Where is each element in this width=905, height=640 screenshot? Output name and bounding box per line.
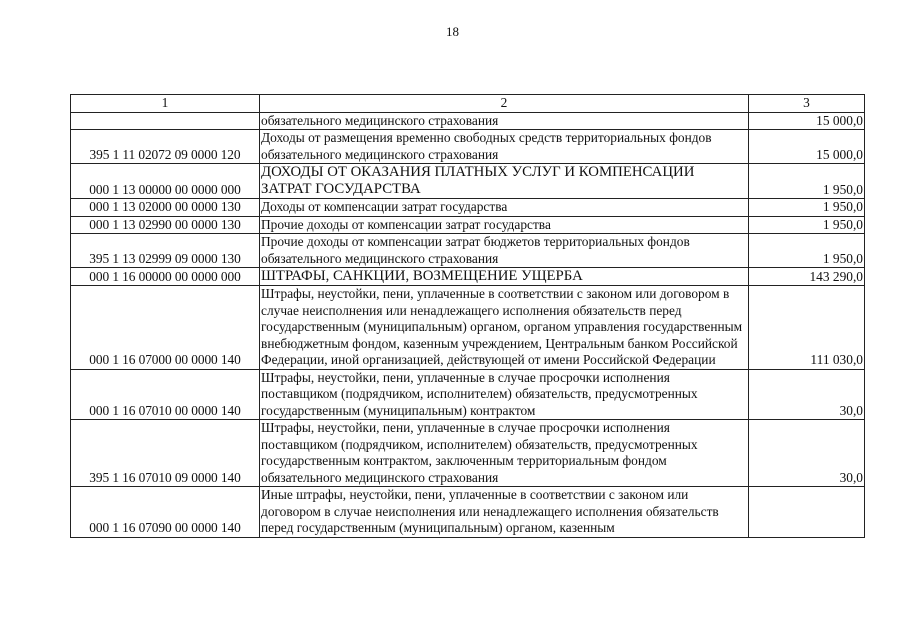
table-row: [71, 420, 865, 487]
row-amount: 1 950,0: [749, 164, 865, 199]
row-amount: 111 030,0: [749, 286, 865, 370]
row-code: 000 1 16 00000 00 0000 000: [71, 268, 260, 286]
header-row: [71, 95, 865, 113]
row-name: Штрафы, неустойки, пени, уплаченные в случае просрочки исполнения поставщиком (подрядчиком, исполнителем) обязательств, предусмотренных государственным (муниципальным) контрактом: [260, 369, 749, 420]
header-col-1: 1: [71, 95, 260, 113]
table-row: [71, 487, 865, 538]
row-name: ДОХОДЫ ОТ ОКАЗАНИЯ ПЛАТНЫХ УСЛУГ И КОМПЕНСАЦИИ ЗАТРАТ ГОСУДАРСТВА: [260, 164, 749, 199]
row-name: Штрафы, неустойки, пени, уплаченные в случае просрочки исполнения поставщиком (подрядчиком, исполнителем) обязательств, предусмотренных государственным контрактом, заключенным территориальным фондом обязательного медицинского страхования: [260, 420, 749, 487]
row-amount: [749, 487, 865, 538]
table-row: [71, 286, 865, 370]
table-row: [71, 112, 865, 130]
row-amount: 143 290,0: [749, 268, 865, 286]
row-amount: 1 950,0: [749, 234, 865, 268]
row-name: Доходы от размещения временно свободных средств территориальных фондов обязательного медицинского страхования: [260, 130, 749, 164]
row-name: Прочие доходы от компенсации затрат бюджетов территориальных фондов обязательного медицинского страхования: [260, 234, 749, 268]
row-amount: 1 950,0: [749, 216, 865, 234]
revenue-table: [70, 94, 865, 538]
row-code: 395 1 11 02072 09 0000 120: [71, 130, 260, 164]
row-code: 000 1 13 00000 00 0000 000: [71, 164, 260, 199]
header-col-2: 2: [260, 95, 749, 113]
row-code: 395 1 13 02999 09 0000 130: [71, 234, 260, 268]
row-name: Прочие доходы от компенсации затрат государства: [260, 216, 749, 234]
page-number: 18: [446, 24, 459, 39]
row-amount: 15 000,0: [749, 130, 865, 164]
table-row: [71, 268, 865, 286]
row-code: 000 1 13 02000 00 0000 130: [71, 199, 260, 217]
row-amount: 30,0: [749, 420, 865, 487]
table-row: [71, 199, 865, 217]
row-code: 000 1 16 07000 00 0000 140: [71, 286, 260, 370]
row-code: 000 1 13 02990 00 0000 130: [71, 216, 260, 234]
row-amount: 1 950,0: [749, 199, 865, 217]
table-row: [71, 369, 865, 420]
table-row: [71, 130, 865, 164]
row-amount: 30,0: [749, 369, 865, 420]
row-name: Иные штрафы, неустойки, пени, уплаченные в соответствии с законом или договором в случае неисполнения или ненадлежащего исполнения обязательств перед государственным (муниципальным) органом, казенным: [260, 487, 749, 538]
row-code: 395 1 16 07010 09 0000 140: [71, 420, 260, 487]
table-row: [71, 216, 865, 234]
table-row: [71, 234, 865, 268]
row-code: [71, 112, 260, 130]
header-col-3: 3: [749, 95, 865, 113]
row-name: обязательного медицинского страхования: [260, 112, 749, 130]
row-name: ШТРАФЫ, САНКЦИИ, ВОЗМЕЩЕНИЕ УЩЕРБА: [260, 268, 749, 286]
row-code: 000 1 16 07010 00 0000 140: [71, 369, 260, 420]
row-code: 000 1 16 07090 00 0000 140: [71, 487, 260, 538]
table-row: [71, 164, 865, 199]
row-amount: 15 000,0: [749, 112, 865, 130]
row-name: Доходы от компенсации затрат государства: [260, 199, 749, 217]
row-name: Штрафы, неустойки, пени, уплаченные в соответствии с законом или договором в случае неисполнения или ненадлежащего исполнения обязательств перед государственным (муниципальным) органом, органом управления государственным внебюджетным фондом, казенным учреждением, Центральным банком Российской Федерации, иной организацией, действующей от имени Российской Федерации: [260, 286, 749, 370]
